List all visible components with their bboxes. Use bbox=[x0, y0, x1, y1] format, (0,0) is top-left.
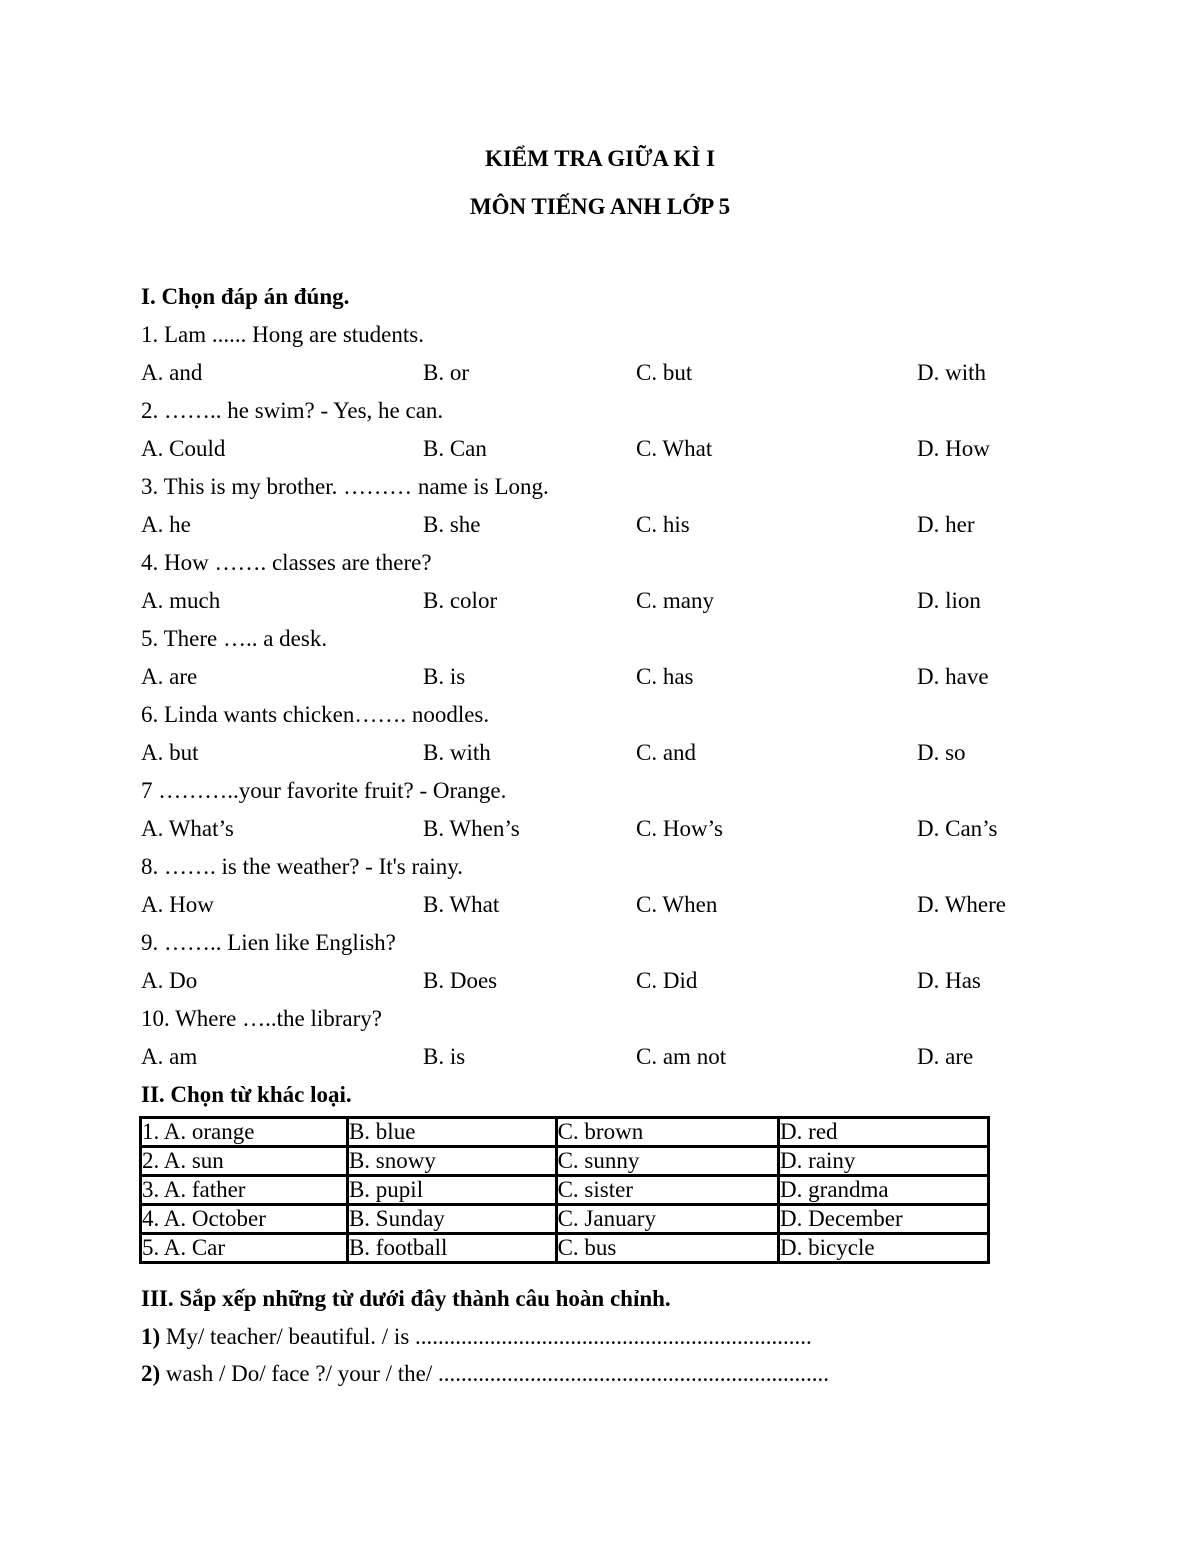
table-cell: C. brown bbox=[556, 1118, 778, 1147]
answer-option-a: A. he bbox=[141, 512, 191, 537]
answer-option-c: C. am not bbox=[636, 1044, 727, 1069]
answer-option-d: D. her bbox=[917, 512, 975, 537]
table-cell: B. pupil bbox=[347, 1176, 556, 1205]
question-text: 2. …….. he swim? - Yes, he can. bbox=[141, 398, 444, 423]
table-cell: C. January bbox=[556, 1205, 778, 1234]
answer-option-d: D. Can’s bbox=[917, 816, 998, 841]
table-cell: C. bus bbox=[556, 1234, 778, 1263]
question-text: 6. Linda wants chicken……. noodles. bbox=[141, 702, 490, 727]
section3-heading: III. Sắp xếp những từ dưới đây thành câu hoàn chỉnh. bbox=[141, 1286, 671, 1311]
answer-option-c: C. his bbox=[636, 512, 690, 537]
table-cell: B. snowy bbox=[347, 1147, 556, 1176]
answer-option-b: B. Does bbox=[423, 968, 498, 993]
table-cell: 5. A. Car bbox=[141, 1234, 348, 1263]
answer-option-d: D. Has bbox=[917, 968, 981, 993]
answer-option-b: B. Can bbox=[423, 436, 487, 461]
answer-option-d: D. are bbox=[917, 1044, 974, 1069]
reorder-item-2 bbox=[141, 1360, 829, 1388]
table-cell: 4. A. October bbox=[141, 1205, 348, 1234]
answer-option-c: C. How’s bbox=[636, 816, 723, 841]
question-text: 7 ………..your favorite fruit? - Orange. bbox=[141, 778, 507, 803]
table-row bbox=[141, 1176, 989, 1205]
answer-option-b: B. or bbox=[423, 360, 469, 385]
question-text: 8. ……. is the weather? - It's rainy. bbox=[141, 854, 463, 879]
table-cell: C. sunny bbox=[556, 1147, 778, 1176]
question-text: 3. This is my brother. ……… name is Long. bbox=[141, 474, 549, 499]
question-text: 4. How ……. classes are there? bbox=[141, 550, 432, 575]
reorder-item-number: 1) bbox=[141, 1324, 161, 1349]
reorder-item-1 bbox=[141, 1323, 812, 1351]
answer-option-d: D. How bbox=[917, 436, 990, 461]
table-row bbox=[141, 1205, 989, 1234]
answer-option-a: A. Do bbox=[141, 968, 198, 993]
answer-option-d: D. lion bbox=[917, 588, 981, 613]
exam-title: KIỂM TRA GIỮA KÌ I bbox=[484, 146, 716, 171]
table-cell: 2. A. sun bbox=[141, 1147, 348, 1176]
answer-option-a: A. Could bbox=[141, 436, 226, 461]
reorder-item-text: wash / Do/ face ?/ your / the/ .................................................................... bbox=[160, 1361, 830, 1386]
answer-option-c: C. and bbox=[636, 740, 697, 765]
answer-option-c: C. but bbox=[636, 360, 693, 385]
answer-option-b: B. with bbox=[423, 740, 491, 765]
exam-subtitle: MÔN TIẾNG ANH LỚP 5 bbox=[469, 194, 731, 219]
question-text: 5. There ….. a desk. bbox=[141, 626, 328, 651]
answer-option-b: B. she bbox=[423, 512, 481, 537]
table-cell: 3. A. father bbox=[141, 1176, 348, 1205]
question-text: 10. Where …..the library? bbox=[141, 1006, 382, 1031]
reorder-item-number: 2) bbox=[141, 1361, 161, 1386]
table-cell: C. sister bbox=[556, 1176, 778, 1205]
answer-option-b: B. is bbox=[423, 1044, 466, 1069]
table-cell: D. rainy bbox=[779, 1147, 989, 1176]
table-cell: B. football bbox=[347, 1234, 556, 1263]
answer-option-b: B. is bbox=[423, 664, 466, 689]
answer-option-d: D. Where bbox=[917, 892, 1006, 917]
answer-option-a: A. and bbox=[141, 360, 203, 385]
table-cell: D. bicycle bbox=[779, 1234, 989, 1263]
table-cell: D. grandma bbox=[779, 1176, 989, 1205]
answer-option-c: C. What bbox=[636, 436, 713, 461]
answer-option-c: C. When bbox=[636, 892, 718, 917]
reorder-item-text: My/ teacher/ beautiful. / is ..................................................................... bbox=[160, 1324, 812, 1349]
odd-one-out-table bbox=[139, 1116, 990, 1264]
table-row bbox=[141, 1234, 989, 1263]
answer-option-a: A. What’s bbox=[141, 816, 234, 841]
answer-option-d: D. so bbox=[917, 740, 966, 765]
table-cell: B. Sunday bbox=[347, 1205, 556, 1234]
question-text: 1. Lam ...... Hong are students. bbox=[141, 322, 424, 347]
answer-option-b: B. What bbox=[423, 892, 500, 917]
answer-option-b: B. color bbox=[423, 588, 498, 613]
table-cell: D. red bbox=[779, 1118, 989, 1147]
table-cell: B. blue bbox=[347, 1118, 556, 1147]
section1-heading: I. Chọn đáp án đúng. bbox=[141, 284, 350, 309]
answer-option-c: C. many bbox=[636, 588, 714, 613]
answer-option-a: A. but bbox=[141, 740, 199, 765]
answer-option-a: A. much bbox=[141, 588, 221, 613]
answer-option-a: A. How bbox=[141, 892, 214, 917]
answer-option-d: D. with bbox=[917, 360, 986, 385]
section2-heading: II. Chọn từ khác loại. bbox=[141, 1082, 352, 1107]
answer-option-a: A. am bbox=[141, 1044, 198, 1069]
table-row bbox=[141, 1118, 989, 1147]
table-cell: D. December bbox=[779, 1205, 989, 1234]
answer-option-d: D. have bbox=[917, 664, 989, 689]
table-row bbox=[141, 1147, 989, 1176]
answer-option-b: B. When’s bbox=[423, 816, 520, 841]
answer-option-c: C. has bbox=[636, 664, 694, 689]
table-cell: 1. A. orange bbox=[141, 1118, 348, 1147]
answer-option-c: C. Did bbox=[636, 968, 698, 993]
question-text: 9. …….. Lien like English? bbox=[141, 930, 396, 955]
answer-option-a: A. are bbox=[141, 664, 198, 689]
